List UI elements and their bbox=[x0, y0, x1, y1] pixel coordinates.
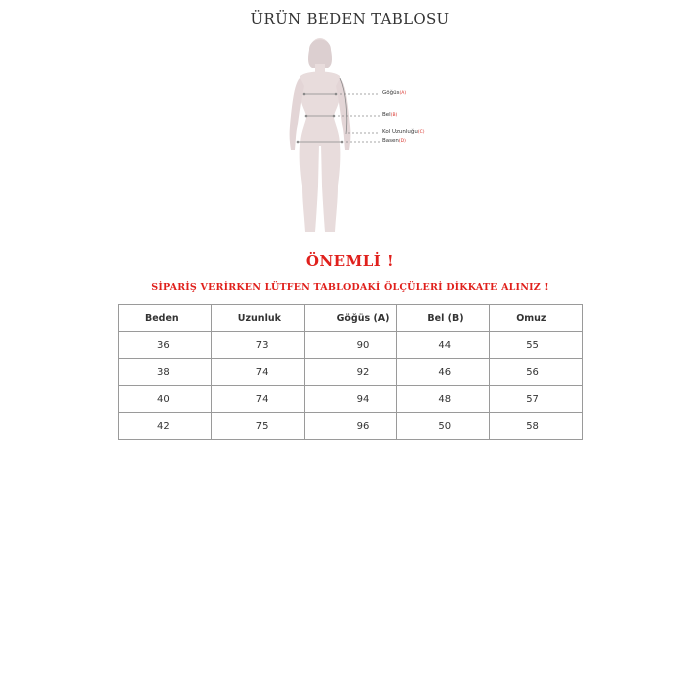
cell-gogus: 96 bbox=[304, 413, 397, 440]
cell-bel: 48 bbox=[397, 386, 490, 413]
label-hip: Basen(D) bbox=[382, 138, 406, 144]
cell-gogus: 94 bbox=[304, 386, 397, 413]
cell-omuz: 56 bbox=[490, 359, 583, 386]
header-beden: Beden bbox=[119, 305, 212, 332]
body-measurement-figure bbox=[260, 36, 440, 236]
silhouette-torso bbox=[300, 72, 340, 147]
cell-omuz: 58 bbox=[490, 413, 583, 440]
female-silhouette-illustration bbox=[260, 36, 440, 236]
cell-omuz: 55 bbox=[490, 332, 583, 359]
page-title: ÜRÜN BEDEN TABLOSU bbox=[250, 10, 450, 28]
table-header-row bbox=[119, 305, 583, 332]
cell-bel: 50 bbox=[397, 413, 490, 440]
label-waist: Bel(B) bbox=[382, 112, 398, 118]
header-uzunluk: Uzunluk bbox=[211, 305, 304, 332]
cell-beden: 42 bbox=[119, 413, 212, 440]
header-bel: Bel (B) bbox=[397, 305, 490, 332]
cell-bel: 44 bbox=[397, 332, 490, 359]
label-chest: Göğüs(A) bbox=[382, 90, 407, 96]
warning-message: SİPARİŞ VERİRKEN LÜTFEN TABLODAKİ ÖLÇÜLERİ DİKKATE ALINIZ ! bbox=[151, 282, 549, 293]
silhouette-right-leg bbox=[321, 144, 340, 232]
table-row bbox=[119, 359, 583, 386]
table-row bbox=[119, 386, 583, 413]
cell-uzunluk: 75 bbox=[211, 413, 304, 440]
header-gogus: Göğüs (A) bbox=[304, 305, 397, 332]
size-table bbox=[118, 304, 583, 440]
cell-beden: 40 bbox=[119, 386, 212, 413]
label-arm-length: Kol Uzunluğu(C) bbox=[382, 129, 425, 135]
cell-uzunluk: 74 bbox=[211, 359, 304, 386]
silhouette-neck bbox=[315, 64, 325, 72]
silhouette-left-leg bbox=[300, 144, 319, 232]
important-heading: ÖNEMLİ ! bbox=[305, 252, 395, 270]
cell-uzunluk: 74 bbox=[211, 386, 304, 413]
cell-omuz: 57 bbox=[490, 386, 583, 413]
cell-uzunluk: 73 bbox=[211, 332, 304, 359]
cell-beden: 38 bbox=[119, 359, 212, 386]
header-omuz: Omuz bbox=[490, 305, 583, 332]
cell-gogus: 92 bbox=[304, 359, 397, 386]
table-row bbox=[119, 332, 583, 359]
cell-beden: 36 bbox=[119, 332, 212, 359]
table-row bbox=[119, 413, 583, 440]
silhouette-hair bbox=[308, 40, 332, 69]
cell-gogus: 90 bbox=[304, 332, 397, 359]
cell-bel: 46 bbox=[397, 359, 490, 386]
